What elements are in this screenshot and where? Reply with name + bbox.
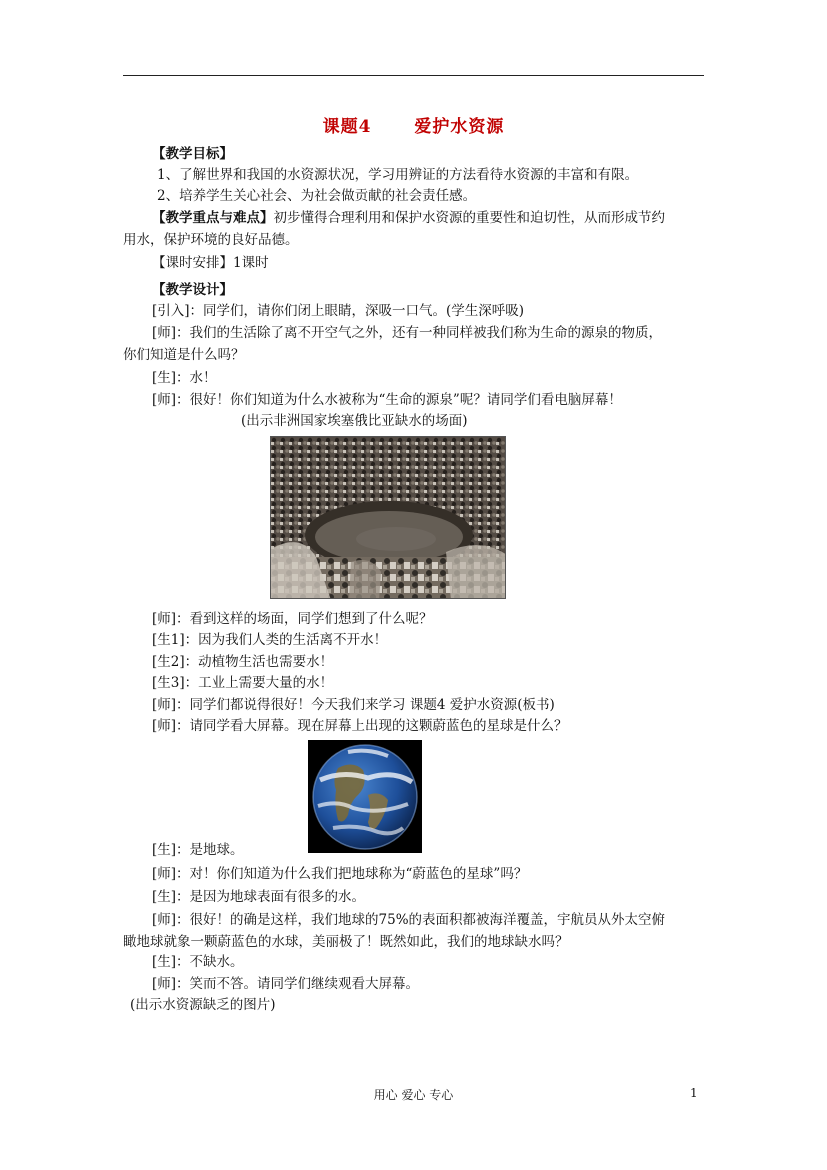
dialog-line: [生]：不缺水。 [152, 954, 244, 970]
key-points-heading: 【教学重点与难点】 [152, 210, 274, 226]
dialog-line: [生2]：动植物生活也需要水！ [152, 654, 334, 670]
title-topic: 爱护水资源 [414, 117, 505, 137]
dialog-line: [师]：请同学看大屏幕。现在屏幕上出现的这颗蔚蓝色的星球是什么？ [152, 718, 568, 734]
objective-item-1: 1、了解世界和我国的水资源状况，学习用辨证的方法看待水资源的丰富和有限。 [157, 167, 639, 183]
header-rule [123, 75, 704, 76]
dialog-line: [师]：很好！你们知道为什么水被称为“生命的源泉”呢？请同学们看电脑屏幕！ [152, 392, 622, 408]
objectives-heading: 【教学目标】 [152, 146, 233, 162]
objective-item-2: 2、培养学生关心社会、为社会做贡献的社会责任感。 [157, 188, 477, 204]
dialog-line: [师]：同学们都说得很好！今天我们来学习 课题4 爱护水资源(板书) [152, 697, 555, 713]
page-number: 1 [690, 1086, 698, 1100]
earth-graphic [308, 740, 422, 853]
key-points-line [123, 208, 734, 228]
schedule-heading: 【课时安排】 [152, 255, 233, 271]
dialog-line: [生]：是因为地球表面有很多的水。 [152, 889, 366, 905]
dialog-line: 你们知道是什么吗？ [123, 347, 245, 363]
dialog-line: [引入]：同学们，请你们闭上眼睛，深吸一口气。(学生深呼吸) [152, 303, 525, 319]
title-lesson: 课题4 [322, 117, 372, 137]
crowd-photo-graphic [271, 437, 506, 599]
design-heading: 【教学设计】 [152, 282, 233, 298]
schedule-text: 1课时 [233, 255, 269, 271]
dialog-line: (出示水资源缺乏的图片) [130, 997, 276, 1013]
dialog-line: 瞰地球就象一颗蔚蓝色的水球，美丽极了！既然如此，我们的地球缺水吗？ [123, 934, 569, 950]
page-title [0, 112, 827, 137]
dialog-line: [师]：对！你们知道为什么我们把地球称为“蔚蓝色的星球”吗？ [152, 866, 528, 882]
dialog-line: [师]：看到这样的场面，同学们想到了什么呢？ [152, 611, 433, 627]
footer-motto: 用心 爱心 专心 [373, 1088, 454, 1102]
photo-caption: (出示非洲国家埃塞俄比亚缺水的场面) [241, 413, 468, 429]
dialog-line: [师]：笑而不答。请同学们继续观看大屏幕。 [152, 976, 420, 992]
earth-photo [308, 740, 422, 853]
dialog-line: [师]：很好！的确是这样，我们地球的75%的表面积都被海洋覆盖，宇航员从外太空俯 [152, 912, 666, 928]
schedule-line [123, 253, 734, 273]
dialog-line: [生3]：工业上需要大量的水！ [152, 675, 334, 691]
dialog-line: [生]：水！ [152, 370, 217, 386]
key-points-text: 初步懂得合理利用和保护水资源的重要性和迫切性，从而形成节约 [273, 210, 665, 226]
dialog-line: [师]：我们的生活除了离不开空气之外，还有一种同样被我们称为生命的源泉的物质， [152, 325, 663, 341]
key-points-continuation: 用水，保护环境的良好品德。 [123, 232, 299, 248]
dialog-line: [生]：是地球。 [152, 842, 244, 858]
dialog-line: [生1]：因为我们人类的生活离不开水！ [152, 632, 388, 648]
ethiopia-water-shortage-photo [270, 436, 506, 599]
